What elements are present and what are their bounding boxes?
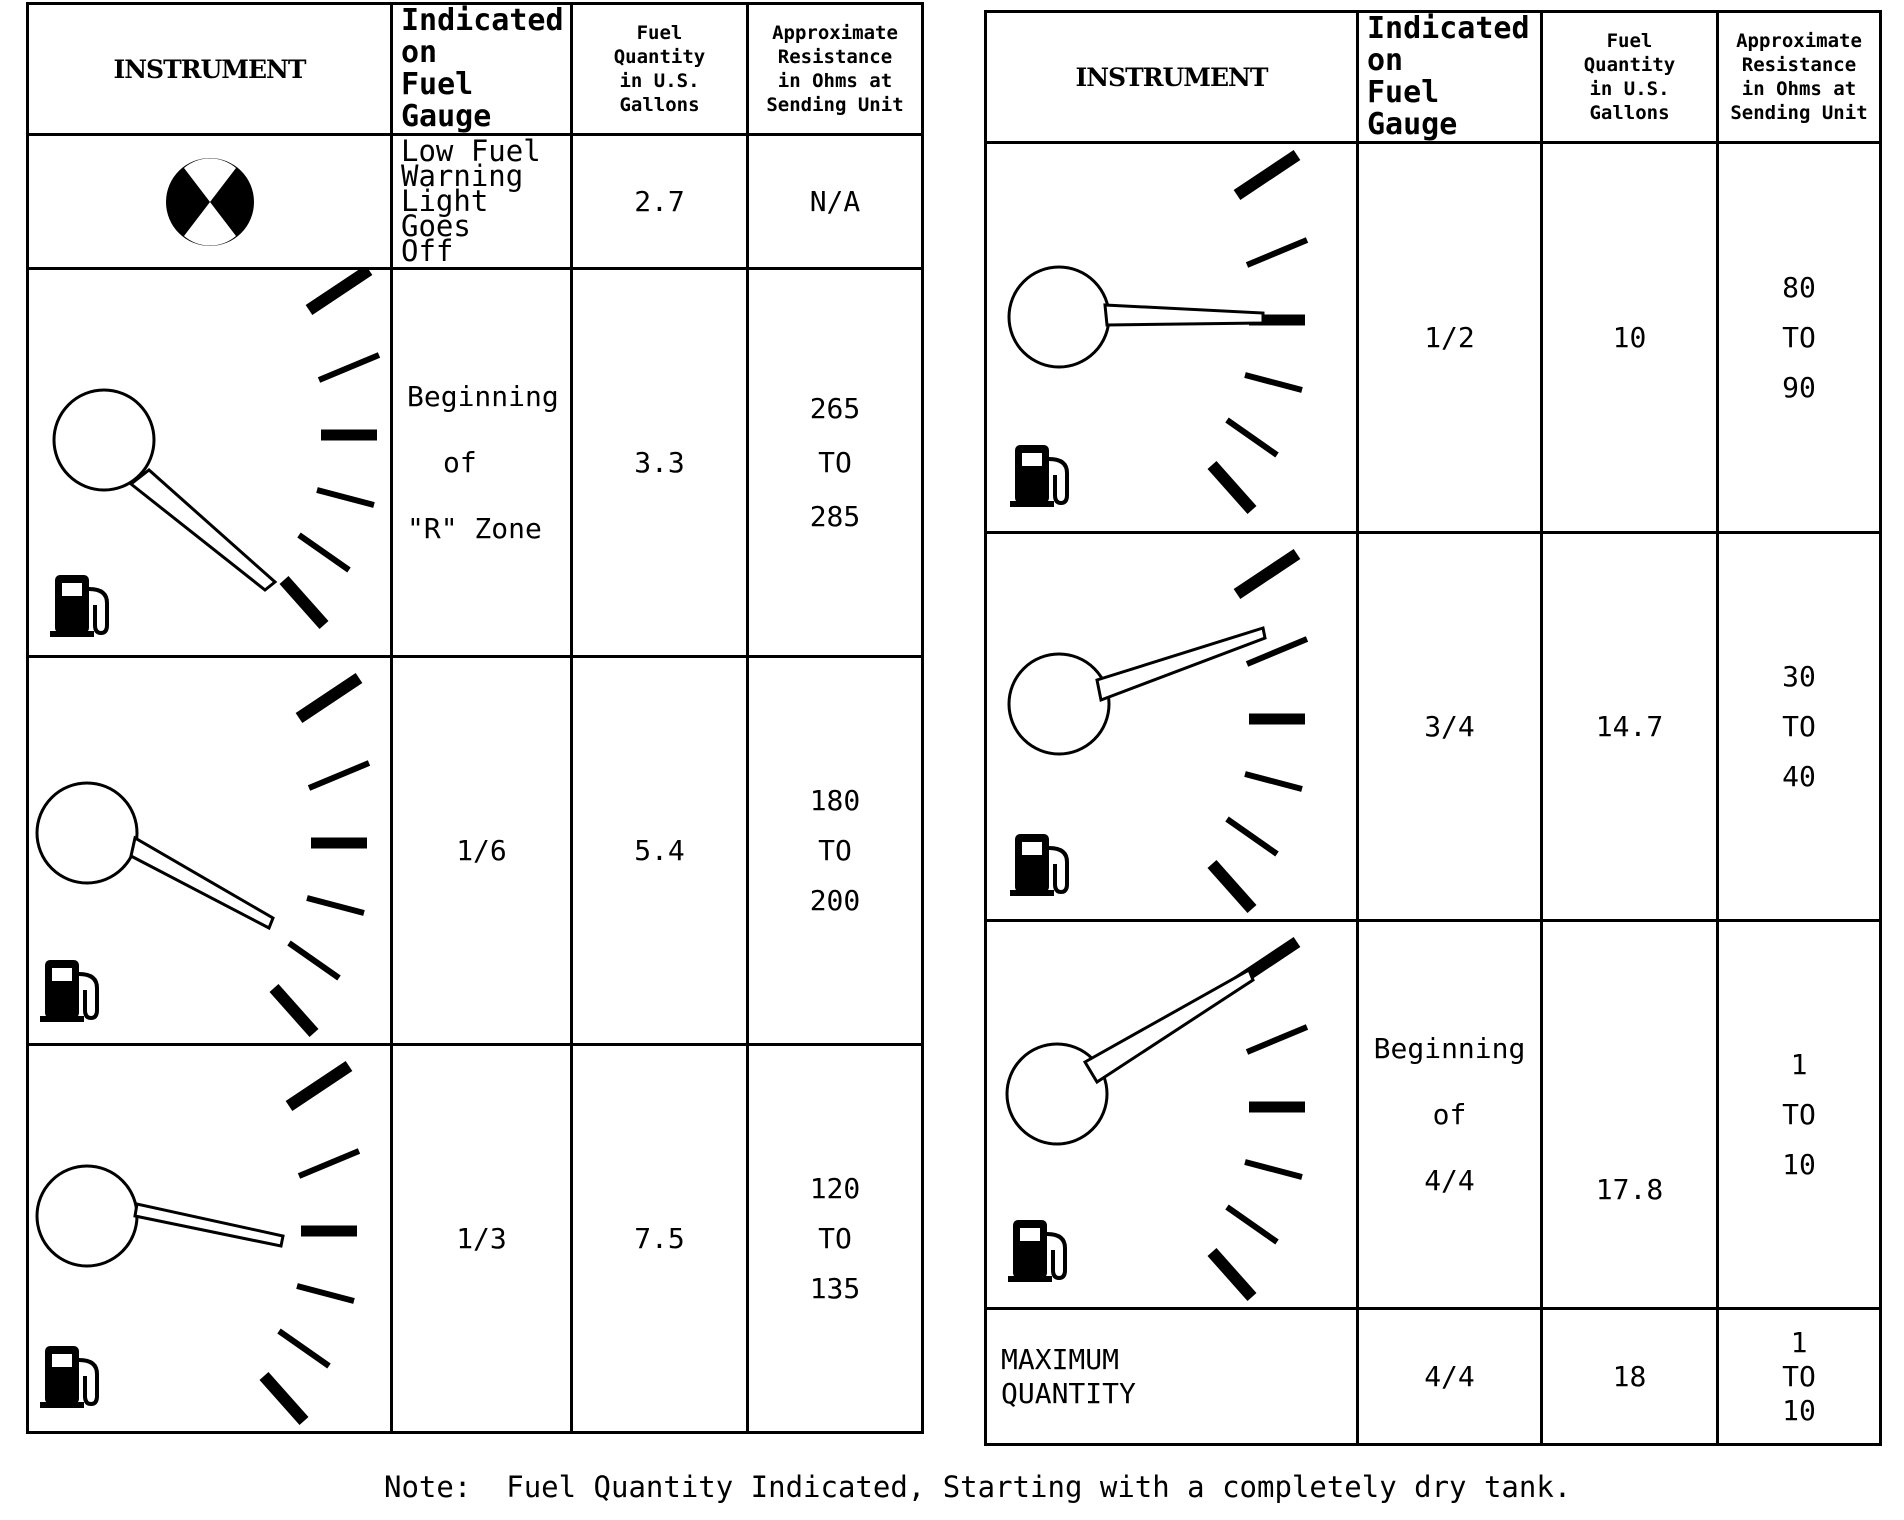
indicated-cell	[392, 135, 572, 269]
table-row	[28, 657, 923, 1045]
indicated-cell: 4/4	[1358, 1309, 1542, 1445]
note-text: Fuel Quantity Indicated, Starting with a completely dry tank.	[506, 1470, 1572, 1504]
header-fuel-line: Quantity	[613, 46, 706, 68]
instrument-label-line: MAXIMUM	[1001, 1342, 1120, 1376]
fuel-gauge-icon	[987, 145, 1359, 530]
gallons-cell: 18	[1542, 1309, 1718, 1445]
ohms-line: TO	[1782, 1097, 1816, 1131]
ohms-line: 285	[809, 499, 861, 533]
header-resistance-line: in Ohms at	[777, 70, 893, 92]
instrument-cell	[28, 1045, 392, 1433]
header-resistance	[1718, 12, 1881, 143]
header-fuel-line: Fuel	[1606, 30, 1653, 52]
ohms-line: TO	[818, 445, 852, 479]
indicated-cell: 1/3	[392, 1045, 572, 1433]
indicated-line: of	[1432, 1097, 1467, 1131]
fuel-gauge-icon	[987, 922, 1359, 1307]
ohms-cell: N/A	[748, 135, 923, 269]
header-indicated-line: Indicated	[401, 3, 564, 38]
header-fuel-line: Fuel	[636, 22, 683, 44]
ohms-line: 30	[1782, 659, 1816, 693]
ohms-line: 200	[809, 883, 861, 917]
header-resistance-line: Resistance	[777, 46, 893, 68]
note-label: Note:	[384, 1470, 472, 1504]
header-instrument: INSTRUMENT	[986, 12, 1358, 143]
indicated-line: Beginning	[1373, 1031, 1526, 1065]
header-fuel-quantity	[572, 4, 748, 135]
header-resistance-line: Approximate	[1736, 30, 1862, 52]
ohms-line: 1	[1790, 1047, 1808, 1081]
indicated-cell: 3/4	[1358, 533, 1542, 921]
ohms-line: 40	[1782, 759, 1816, 793]
gallons-cell: 14.7	[1542, 533, 1718, 921]
ohms-cell	[1718, 921, 1881, 1309]
fuel-gauge-icon	[29, 1046, 393, 1431]
ohms-cell	[1718, 143, 1881, 533]
header-fuel-line: in U.S.	[619, 70, 700, 92]
ohms-line: 180	[809, 783, 861, 817]
indicated-line: Warning	[401, 159, 524, 193]
header-resistance	[748, 4, 923, 135]
instrument-cell	[28, 269, 392, 657]
right-fuel-table	[984, 10, 1882, 1446]
ohms-line: 10	[1782, 1393, 1816, 1427]
fuel-gauge-icon	[987, 534, 1359, 919]
header-fuel-line: Quantity	[1583, 54, 1676, 76]
ohms-line: TO	[1782, 1359, 1816, 1393]
table-row	[28, 135, 923, 269]
header-instrument: INSTRUMENT	[28, 4, 392, 135]
indicated-cell: 1/6	[392, 657, 572, 1045]
ohms-line: TO	[818, 833, 852, 867]
header-indicated-line: Indicated	[1367, 11, 1530, 46]
indicated-line: Off	[401, 234, 454, 268]
table-row	[28, 1045, 923, 1433]
indicated-line: Low Fuel	[401, 134, 541, 168]
ohms-line: 135	[809, 1271, 861, 1305]
indicated-line: Light Goes	[401, 184, 489, 243]
gallons-cell: 5.4	[572, 657, 748, 1045]
header-indicated	[392, 4, 572, 135]
ohms-line: 10	[1782, 1147, 1816, 1181]
gallons-cell: 7.5	[572, 1045, 748, 1433]
indicated-cell	[392, 269, 572, 657]
table-row	[986, 921, 1881, 1309]
gallons-cell: 2.7	[572, 135, 748, 269]
left-header-row	[28, 4, 923, 135]
header-resistance-line: Approximate	[772, 22, 898, 44]
fuel-gauge-icon	[29, 658, 393, 1043]
ohms-line: TO	[818, 1221, 852, 1255]
header-fuel-line: Gallons	[1589, 102, 1670, 124]
ohms-line: 1	[1790, 1325, 1808, 1359]
footnote	[384, 1470, 1571, 1504]
ohms-cell	[1718, 533, 1881, 921]
header-indicated-line: Fuel Gauge	[401, 67, 492, 134]
indicated-line: Beginning	[407, 379, 559, 413]
ohms-cell	[748, 1045, 923, 1433]
instrument-cell	[986, 533, 1358, 921]
header-indicated-line: on	[401, 35, 438, 70]
ohms-line: TO	[1782, 320, 1816, 354]
table-row	[986, 143, 1881, 533]
header-fuel-line: Gallons	[619, 94, 700, 116]
gallons-cell: 17.8	[1542, 921, 1718, 1309]
header-indicated-line: on	[1367, 43, 1404, 78]
ohms-cell	[748, 269, 923, 657]
ohms-line: 90	[1782, 370, 1816, 404]
header-fuel-line: in U.S.	[1589, 78, 1670, 100]
indicated-cell	[1358, 921, 1542, 1309]
table-row	[28, 269, 923, 657]
table-row	[986, 1309, 1881, 1445]
indicated-line: of	[443, 445, 477, 479]
ohms-cell	[748, 657, 923, 1045]
right-header-row	[986, 12, 1881, 143]
instrument-cell	[986, 1309, 1358, 1445]
left-fuel-table	[26, 2, 924, 1434]
indicated-line: "R" Zone	[407, 511, 542, 545]
table-row	[986, 533, 1881, 921]
fuel-gauge-icon	[29, 270, 393, 655]
indicated-line: 4/4	[1424, 1163, 1475, 1197]
instrument-cell	[986, 921, 1358, 1309]
indicated-cell: 1/2	[1358, 143, 1542, 533]
ohms-cell	[1718, 1309, 1881, 1445]
header-indicated	[1358, 12, 1542, 143]
instrument-cell	[986, 143, 1358, 533]
header-resistance-line: Resistance	[1741, 54, 1857, 76]
header-fuel-quantity	[1542, 12, 1718, 143]
low-fuel-warning-light-icon	[160, 152, 260, 252]
ohms-line: 80	[1782, 270, 1816, 304]
header-resistance-line: Sending Unit	[766, 94, 904, 116]
ohms-line: 120	[809, 1171, 861, 1205]
instrument-cell	[28, 135, 392, 269]
gallons-cell: 10	[1542, 143, 1718, 533]
header-resistance-line: in Ohms at	[1741, 78, 1857, 100]
gallons-cell: 3.3	[572, 269, 748, 657]
header-resistance-line: Sending Unit	[1730, 102, 1868, 124]
ohms-line: 265	[809, 391, 861, 425]
instrument-label-line: QUANTITY	[1001, 1376, 1136, 1410]
header-indicated-line: Fuel Gauge	[1367, 75, 1458, 142]
instrument-cell	[28, 657, 392, 1045]
ohms-line: TO	[1782, 709, 1816, 743]
